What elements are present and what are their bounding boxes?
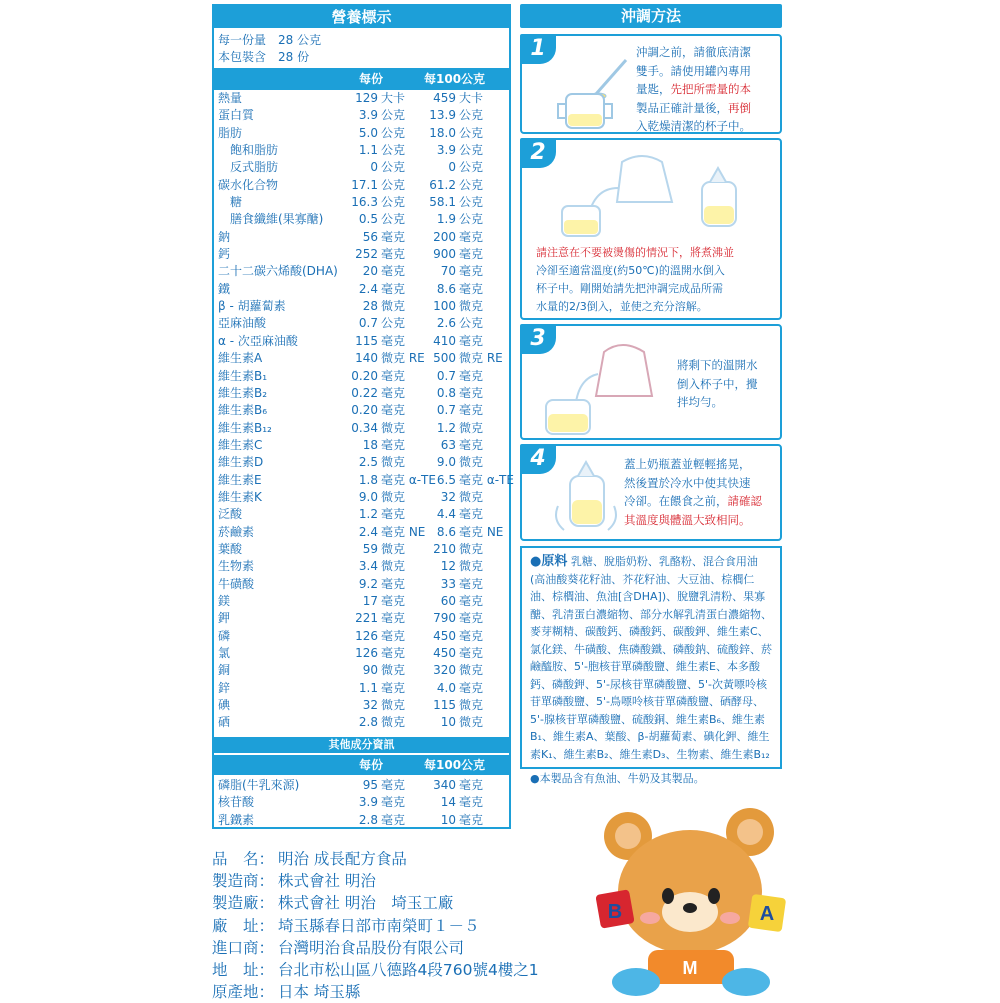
per-100g-value: 8.6 毫克 NE [436, 524, 504, 539]
nutrition-row [214, 628, 509, 645]
per-100g-value: 61.2 公克 [429, 177, 484, 192]
nutrient-name: 銅 [218, 663, 231, 678]
per-serving-value: 9.2 毫克 [358, 576, 406, 591]
nutrient-name: 牛磺酸 [218, 576, 255, 591]
product-info-line [212, 848, 539, 870]
nutrient-name: 鈣 [218, 247, 231, 262]
bear-mascot [590, 800, 795, 1000]
per-100g-value: 4.0 毫克 [436, 680, 484, 695]
allergen-note: ●本製品含有魚油、牛奶及其製品。 [530, 772, 705, 785]
per-serving-value: 9.0 微克 [358, 489, 406, 504]
step-line: 拌均勻。 [677, 395, 723, 409]
nutrition-row [214, 680, 509, 697]
per-100g-value: 200 毫克 [433, 229, 484, 244]
product-info-value: 株式會社 明治 埼玉工廠 [278, 894, 454, 913]
nutrient-name: 維生素B₁ [218, 368, 268, 383]
preparation-title: 沖調方法 [520, 4, 782, 28]
nutrient-name: β - 胡蘿蔔素 [218, 299, 286, 314]
nutrition-row [214, 610, 509, 627]
per-serving-value: 0.22 毫克 [351, 385, 406, 400]
nutrient-name: α - 次亞麻油酸 [218, 333, 298, 348]
step-line: 水量的2/3倒入，並使之充分溶解。 [536, 300, 708, 313]
nutrient-name: 維生素C [218, 437, 263, 452]
per-serving-value: 1.8 毫克 α-TE [358, 472, 436, 487]
per-serving-value: 1.1 公克 [358, 143, 406, 158]
per-100g-value: 4.4 毫克 [436, 507, 484, 522]
per-serving-value: 20 毫克 [362, 264, 406, 279]
nutrition-row [214, 541, 509, 558]
per-100g-value: 410 毫克 [433, 333, 484, 348]
other-col-per-100g: 每100公克 [424, 758, 486, 772]
nutrient-name: 氯 [218, 646, 231, 660]
nutrition-row [214, 177, 509, 194]
per-serving-value: 2.5 微克 [358, 455, 406, 470]
nutrition-row [214, 402, 509, 419]
nutrition-row [214, 489, 509, 506]
per-100g-value: 320 微克 [433, 663, 484, 678]
nutrient-name: 蛋白質 [218, 108, 255, 123]
per-serving-value: 2.4 毫克 [358, 281, 406, 296]
nutrient-name: 熱量 [218, 91, 243, 105]
per-serving-value: 140 微克 RE [355, 351, 425, 366]
product-info-value: 明治 成長配方食品 [278, 850, 407, 868]
per-serving-value: 126 毫克 [355, 628, 406, 643]
step-number: 2 [520, 138, 556, 168]
nutrient-name: 泛酸 [218, 507, 243, 522]
nutrient-name: 鎂 [218, 593, 231, 608]
per-serving-value: 0 公克 [370, 160, 406, 175]
nutrition-panel [212, 4, 514, 829]
per-100g-value: 1.9 公克 [436, 212, 484, 227]
per-100g-value: 790 毫克 [433, 611, 484, 626]
per-100g-value: 0 公克 [448, 160, 484, 175]
servings-per-package: 本包裝含 28 份 [218, 50, 310, 64]
nutrition-row [214, 368, 509, 385]
nutrient-name: 磷脂(牛乳來源) [218, 778, 300, 792]
other-column-header [214, 755, 509, 775]
per-100g-value: 18.0 公克 [429, 125, 484, 140]
nutrient-name: 硒 [218, 715, 231, 730]
nutrient-name: 維生素K [218, 489, 262, 504]
per-serving-value: 0.7 公克 [358, 316, 406, 331]
nutrition-row [214, 524, 509, 541]
product-info-value: 埼玉縣春日部市南榮町１－５ [278, 916, 480, 935]
product-info-label: 地 址： [212, 961, 275, 980]
step-2-text [536, 244, 776, 316]
nutrition-row [214, 794, 509, 811]
per-serving-value: 90 微克 [362, 663, 406, 678]
per-100g-value: 115 微克 [433, 698, 484, 713]
per-100g-value: 33 毫克 [440, 576, 484, 591]
nutrition-row [214, 298, 509, 315]
step-line: 倒入杯子中，攪 [677, 376, 758, 391]
nutrient-name: 乳鐵素 [218, 812, 255, 827]
ingredients-text: 乳糖、脫脂奶粉、乳酪粉、混合食用油(高油酸葵花籽油、芥花籽油、大豆油、棕櫚仁油、棕櫚油、魚油[含DHA])、脫鹽乳清粉、果寡醣、乳清蛋白濃縮物、部分水解乳清蛋白濃縮物、麥芽糊精、碳酸鈣、磷酸鈣、碳酸鉀、維生素C、氯化鎂、牛磺酸、焦磷酸鐵、磷酸鈉、硫酸鋅、菸鹼醯胺、5'-胞核苷單磷酸鹽、維生素E、本多酸鈣、磷酸鉀、5'-尿核苷單磷酸鹽、5'-次黃嘌呤核苷單磷酸鹽、5'-鳥嘌呤核苷單磷酸鹽、硒酵母、5'-腺核苷單磷酸鹽、硫酸銅、維生素B₆、維生素B₁、維生素A、葉酸、β-胡蘿蔔素、碘化鉀、維生素K₁、維生素B₂、維生素D₃、生物素、維生素B₁₂ [530, 555, 772, 761]
nutrition-row [214, 576, 509, 593]
nutrition-rows [214, 90, 514, 732]
per-100g-value: 58.1 公克 [429, 195, 484, 210]
ingredients-box [520, 546, 782, 769]
per-100g-value: 32 微克 [440, 489, 484, 504]
nutrient-name: 鋅 [218, 680, 231, 695]
step-line: 其溫度與體溫大致相同。 [624, 512, 751, 527]
nutrient-name: 核苷酸 [218, 795, 255, 810]
per-serving-value: 56 毫克 [362, 229, 406, 244]
step-4 [520, 444, 782, 541]
nutrient-name: 膳食纖維(果寡醣) [218, 212, 324, 227]
per-serving-value: 0.34 微克 [351, 420, 406, 435]
per-100g-value: 60 毫克 [440, 593, 484, 608]
nutrient-name: 葉酸 [218, 541, 243, 556]
nutrient-name: 反式脂肪 [218, 160, 279, 175]
bottle-cool-icon [548, 456, 628, 538]
per-serving-value: 115 毫克 [355, 333, 406, 348]
per-100g-value: 8.6 毫克 [436, 281, 484, 296]
nutrient-name: 維生素E [218, 472, 262, 487]
nutrient-name: 飽和脂肪 [218, 143, 279, 158]
step-line: 沖調之前，請徹底清潔 [636, 45, 751, 59]
other-info-rows [214, 777, 509, 829]
nutrition-row [214, 472, 514, 489]
nutrient-name: 碘 [218, 698, 231, 713]
product-info-line [212, 959, 539, 981]
per-100g-value: 210 微克 [433, 541, 484, 556]
per-serving-value: 95 毫克 [362, 778, 406, 792]
per-100g-value: 3.9 公克 [436, 143, 484, 158]
product-info-label: 品 名： [212, 850, 275, 868]
per-serving-value: 3.9 毫克 [358, 795, 406, 810]
product-info-label: 廠 址： [212, 916, 275, 935]
nutrition-row [214, 211, 509, 228]
nutrient-name: 鉀 [218, 611, 231, 626]
block-a: A [759, 903, 775, 925]
per-100g-value: 1.2 微克 [436, 420, 484, 435]
nutrition-row [214, 159, 509, 176]
nutrition-title: 營養標示 [214, 6, 509, 28]
product-info [212, 848, 539, 1003]
product-info-label: 製造商： [212, 872, 275, 891]
per-100g-value: 0.7 毫克 [436, 368, 484, 383]
per-100g-value: 6.5 毫克 α-TE [436, 472, 514, 487]
step-number: 3 [520, 324, 556, 354]
product-info-line [212, 870, 539, 892]
nutrition-row [214, 420, 509, 437]
product-info-line [212, 892, 539, 914]
other-info-title: 其他成分資訊 [214, 737, 509, 753]
per-serving-value: 126 毫克 [355, 646, 406, 660]
per-100g-value: 13.9 公克 [429, 108, 484, 123]
nutrient-name: 鈉 [218, 229, 231, 244]
per-100g-value: 63 毫克 [440, 437, 484, 452]
nutrition-row [214, 714, 509, 731]
shirt-letter: M [682, 958, 698, 978]
per-serving-value: 2.4 毫克 NE [358, 524, 426, 539]
nutrient-name: 亞麻油酸 [218, 316, 267, 331]
nutrition-row [214, 812, 509, 829]
ingredients-label: ●原料 [530, 554, 568, 569]
per-serving-value: 0.20 毫克 [351, 403, 406, 418]
product-info-line [212, 937, 539, 959]
step-line: 請注意在不要被燙傷的情況下，將煮沸並 [536, 246, 734, 259]
nutrition-row [214, 697, 509, 714]
nutrient-name: 磷 [218, 628, 231, 643]
per-100g-value: 14 毫克 [440, 795, 484, 810]
nutrition-row [214, 194, 509, 211]
per-serving-value: 2.8 毫克 [358, 812, 406, 827]
nutrient-name: 維生素B₆ [218, 403, 268, 418]
nutrition-column-header [214, 68, 509, 90]
product-info-label: 進口商： [212, 938, 275, 957]
step-line: 製品正確計量後，再倒 [636, 100, 751, 115]
nutrition-row [214, 558, 509, 575]
per-100g-value: 500 微克 RE [433, 351, 503, 366]
nutrition-row [214, 281, 509, 298]
kettle-pour-icon [552, 148, 752, 240]
nutrition-row [214, 454, 509, 471]
per-serving-value: 5.0 公克 [358, 125, 406, 140]
cup-with-scoop-icon [546, 54, 632, 132]
nutrition-row [214, 246, 509, 263]
step-2 [520, 138, 782, 320]
per-serving-value: 59 微克 [362, 541, 406, 556]
per-serving-value: 3.9 公克 [358, 108, 406, 123]
product-info-value: 株式會社 明治 [278, 872, 376, 891]
step-line: 將剩下的溫開水 [677, 358, 758, 372]
step-line: 然後置於冷水中使其快速 [624, 475, 751, 490]
nutrition-row [214, 593, 509, 610]
per-100g-value: 0.7 毫克 [436, 403, 484, 418]
nutrition-row [214, 333, 509, 350]
step-number: 1 [520, 34, 556, 64]
step-line: 冷卻。在餵食之前，請確認 [624, 494, 762, 508]
product-info-value: 台灣明治食品股份有限公司 [278, 938, 465, 957]
per-serving-value: 2.8 微克 [358, 715, 406, 730]
per-100g-value: 2.6 公克 [436, 316, 484, 331]
nutrient-name: 維生素B₂ [218, 385, 268, 400]
per-serving-value: 28 微克 [362, 299, 406, 314]
product-info-label: 製造廠： [212, 894, 275, 913]
per-100g-value: 340 毫克 [433, 778, 484, 792]
per-100g-value: 100 微克 [433, 299, 484, 314]
step-3-text [677, 356, 777, 412]
step-line: 蓋上奶瓶蓋並輕輕搖晃， [624, 457, 751, 471]
product-info-label: 原產地： [212, 983, 275, 1002]
per-100g-value: 450 毫克 [433, 628, 484, 643]
product-info-line [212, 915, 539, 937]
product-info-value: 台北市松山區八德路4段760號4樓之1 [278, 961, 539, 980]
per-serving-value: 0.5 公克 [358, 212, 406, 227]
per-100g-value: 0.8 毫克 [436, 385, 484, 400]
nutrition-row [214, 662, 509, 679]
other-col-per-serving: 每份 [359, 758, 384, 772]
nutrition-row [214, 142, 509, 159]
kettle-stir-icon [536, 334, 676, 438]
nutrition-row [214, 350, 509, 367]
step-1 [520, 34, 782, 134]
nutrition-row [214, 777, 509, 794]
nutrient-name: 碳水化合物 [218, 177, 279, 192]
nutrient-name: 維生素D [218, 455, 264, 470]
per-100g-value: 70 毫克 [440, 264, 484, 279]
per-serving-value: 252 毫克 [355, 247, 406, 262]
step-3 [520, 324, 782, 440]
per-serving-value: 0.20 毫克 [351, 368, 406, 383]
step-line: 量匙，先把所需量的本 [636, 82, 751, 96]
serving-size: 每一份量 28 公克 [218, 33, 322, 47]
nutrition-row [214, 125, 509, 142]
per-100g-value: 9.0 微克 [436, 455, 484, 470]
nutrition-row [214, 107, 509, 124]
nutrition-row [214, 437, 509, 454]
step-line: 入乾燥清潔的杯子中。 [636, 119, 751, 133]
per-100g-value: 12 微克 [440, 559, 484, 574]
per-100g-value: 450 毫克 [433, 646, 484, 660]
nutrient-name: 維生素A [218, 351, 263, 366]
per-100g-value: 10 微克 [440, 715, 484, 730]
nutrient-name: 維生素B₁₂ [218, 420, 272, 435]
step-1-text [636, 43, 778, 136]
per-serving-value: 1.2 毫克 [358, 507, 406, 522]
col-per-serving: 每份 [359, 72, 384, 86]
step-4-text [624, 455, 780, 529]
nutrition-row [214, 315, 509, 332]
per-100g-value: 900 毫克 [433, 247, 484, 262]
nutrient-name: 糖 [218, 195, 243, 210]
step-line: 杯子中。剛開始請先把沖調完成品所需 [536, 282, 723, 295]
per-serving-value: 1.1 毫克 [358, 680, 406, 695]
per-serving-value: 221 毫克 [355, 611, 406, 626]
per-100g-value: 459 大卡 [433, 91, 484, 105]
per-serving-value: 16.3 公克 [351, 195, 406, 210]
nutrient-name: 鐵 [218, 281, 231, 296]
col-per-100g: 每100公克 [424, 72, 486, 86]
per-serving-value: 32 微克 [362, 698, 406, 713]
per-serving-value: 17 毫克 [362, 593, 406, 608]
nutrient-name: 菸鹼素 [218, 524, 255, 539]
nutrition-row [214, 263, 509, 280]
preparation-panel [520, 4, 782, 541]
product-info-value: 日本 埼玉縣 [278, 983, 361, 1002]
nutrient-name: 脂肪 [218, 125, 243, 140]
step-number: 4 [520, 444, 556, 474]
nutrition-row [214, 229, 509, 246]
per-100g-value: 10 毫克 [440, 812, 484, 827]
step-line: 冷卻至適當溫度(約50℃)的溫開水倒入 [536, 264, 725, 277]
nutrient-name: 二十二碳六烯酸(DHA) [218, 264, 338, 279]
per-serving-value: 3.4 微克 [358, 559, 406, 574]
per-serving-value: 18 毫克 [362, 437, 406, 452]
nutrition-row [214, 90, 509, 107]
per-serving-value: 17.1 公克 [351, 177, 406, 192]
per-serving-value: 129 大卡 [355, 91, 406, 105]
nutrition-row [214, 385, 509, 402]
block-b: B [607, 901, 623, 923]
step-line: 雙手。請使用罐內專用 [636, 63, 751, 78]
nutrient-name: 生物素 [218, 559, 255, 574]
nutrition-row [214, 506, 509, 523]
nutrition-row [214, 645, 509, 662]
